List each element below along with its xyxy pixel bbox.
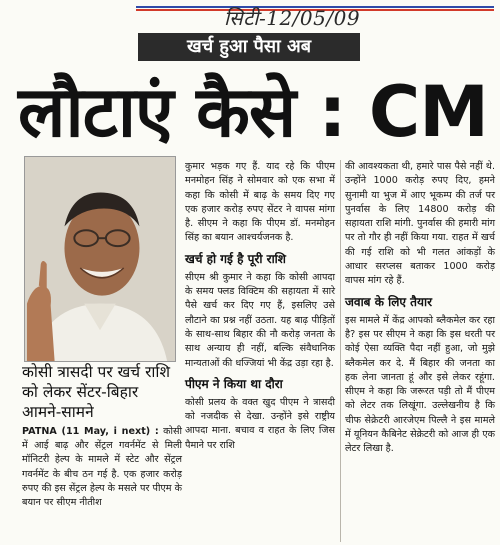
subhead-ready-to-answer: जवाब के लिए तैयार	[345, 294, 432, 309]
kicker-bar: खर्च हुआ पैसा अब	[138, 33, 360, 61]
article-column-3	[345, 160, 495, 457]
article-column-2	[185, 160, 335, 453]
lead-paragraph	[22, 425, 182, 510]
handwritten-date: सिटी-12/05/09	[224, 6, 361, 30]
column2-paragraph-3: कोसी प्रलय के वक्त खुद पीएम ने त्रासदी को नजदीक से देखा. उन्होंने इसे राष्ट्रीय आपदा माना. बचाव व राहत के लिए जिस पैमाने पर राशि	[185, 396, 335, 451]
column3-paragraph-1: की आवश्यकता थी, हमारे पास पैसे नहीं थे. उन्होंने 1000 करोड़ रुपए दिए, हमने सुनामी या भुज में आए भूकम्प की तर्ज पर पुनर्वास के लिए 14800 करोड़ की सहायता राशि मांगी. पुनर्वास की हमारी मांग पर तो गौर ही नहीं किया गया. राहत में खर्च की गई राशि को भी गलत आंकड़ों के आधार सरप्लस बताकर 1000 करोड़ वापस मांग रहे हैं.	[345, 161, 495, 287]
chief-minister-photo	[24, 156, 176, 362]
dateline: PATNA (11 May, i next) :	[22, 426, 159, 437]
photo-caption: कोसी त्रासदी पर खर्च राशि को लेकर सेंटर-बिहार आमने-सामने	[22, 363, 170, 421]
column2-paragraph-1: कुमार भड़क गए हैं. याद रहे कि पीएम मनमोहन सिंह ने सोमवार को एक सभा में कहा कि कोसी में बाढ़ के समय दिए गए एक हजार करोड़ रुपए सेंटर ने वापस मांगा है. सीएम ने कहा कि पीएम डॉ. मनमोहन सिंह का बयान आश्चर्यजनक है.	[185, 161, 335, 244]
subhead-funds-spent: खर्च हो गई है पूरी राशि	[185, 251, 286, 266]
portrait-image	[25, 157, 175, 361]
subhead-pm-visit: पीएम ने किया था दौरा	[185, 376, 283, 391]
column2-paragraph-2: सीएम श्री कुमार ने कहा कि कोसी आपदा के समय फ्लड विक्टिम की सहायता में सारे पैसे खर्च कर दिए गए हैं, इसलिए उसे लौटाने का प्रश्न नहीं उठता. यह बाढ़ पीड़ितों के साथ-साथ बिहार की नौ करोड़ जनता के साथ अन्याय ही नहीं, बल्कि संवैधानिक मान्यताओं की धज्जियां भी केंद्र उड़ा रहा है.	[185, 271, 335, 369]
lead-text: कोसी में आई बाढ़ और सेंट्रल गवर्नमेंट से मिली मॉनिटरी हेल्प के मामले में स्टेट और सेंट्रल गवर्नमेंट के बीच ठन गई है. एक हजार करोड़ रुपए की इस सेंट्रल हेल्प के मसले पर पीएम के बयान पर सीएम नीतीश	[22, 426, 183, 509]
column3-paragraph-2: इस मामले में केंद्र आपको ब्लैकमेल कर रहा है? इस पर सीएम ने कहा कि इस धरती पर कोई ऐसा व्यक्ति पैदा नहीं हुआ, जो मुझे ब्लैकमेल कर दे. मैं बिहार की जनता का हक लेना जानता हूं और इसे लेकर रहूंगा. सीएम ने कहा कि जरूरत पड़ी तो मैं पीएम को लेटर तक लिखूंगा. उल्लेखनीय है कि चीफ सेक्रेटरी आरजेएम पिल्लै ने इस मामले में यूनियन कैबिनेट सेक्रेटरी को आज ही एक लेटर लिखा है.	[345, 314, 495, 455]
column-divider	[340, 160, 341, 542]
headline: लौटाएं कैसे : CM	[18, 71, 488, 153]
